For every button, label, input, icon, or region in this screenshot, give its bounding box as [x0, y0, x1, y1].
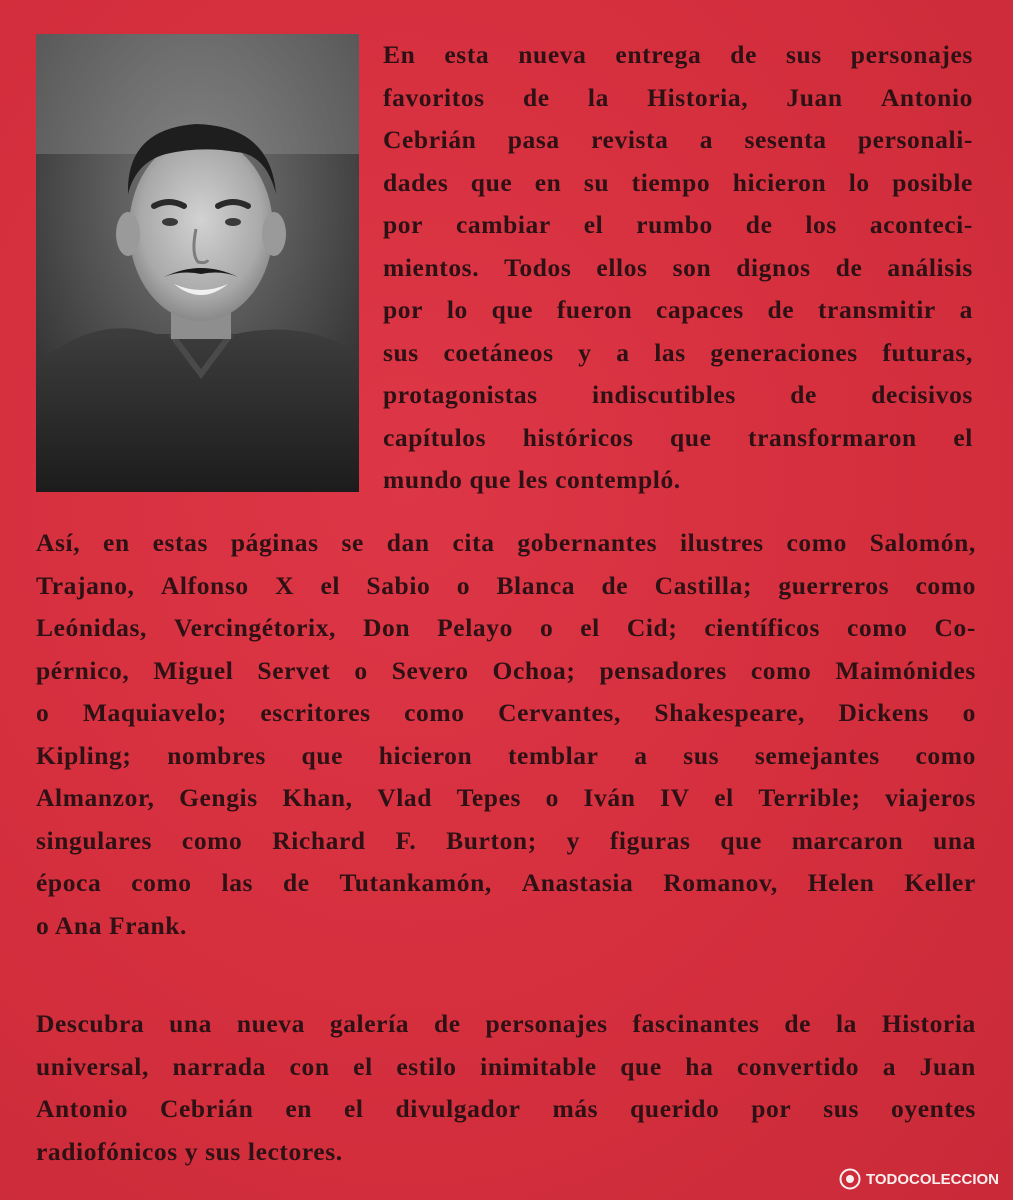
text-line: favoritos de la Historia, Juan Antonio	[383, 82, 973, 112]
text-line: Kipling; nombres que hicieron temblar a sus semejantes como	[36, 740, 976, 770]
text-line: Almanzor, Gengis Khan, Vlad Tepes o Iván IV el Terrible; viajeros	[36, 783, 976, 812]
text-line: época como las de Tutankamón, Anastasia Romanov, Helen Keller	[36, 868, 976, 897]
author-photo	[36, 34, 359, 492]
text-line: sus coetáneos y a las generaciones futuras,	[383, 337, 973, 367]
text-line: o Maquiavelo; escritores como Cervantes, Shakespeare, Dickens o	[36, 698, 976, 727]
text-line: Así, en estas páginas se dan cita gobernantes ilustres como Salomón,	[36, 528, 976, 557]
personalities-paragraph	[36, 522, 976, 947]
text-line: Descubra una nueva galería de personajes fascinantes de la Historia	[36, 1009, 976, 1038]
text-line: mientos. Todos ellos son dignos de análisis	[383, 252, 973, 282]
text-line: Leónidas, Vercingétorix, Don Pelayo o el Cid; científicos como Co-	[36, 613, 976, 642]
intro-paragraph	[383, 34, 973, 502]
text-line: singulares como Richard F. Burton; y figuras que marcaron una	[36, 825, 976, 855]
text-line: radiofónicos y sus lectores.	[36, 1136, 343, 1166]
text-line: protagonistas indiscutibles de decisivos	[383, 380, 973, 409]
text-line: por lo que fueron capaces de transmitir a	[383, 295, 973, 324]
text-line: o Ana Frank.	[36, 910, 188, 940]
text-line: Cebrián pasa revista a sesenta personali-	[383, 125, 973, 154]
text-line: Antonio Cebrián en el divulgador más querido por sus oyentes	[36, 1094, 976, 1123]
text-line: pérnico, Miguel Servet o Severo Ochoa; pensadores como Maimónides	[36, 655, 976, 685]
todocoleccion-logo-icon	[839, 1168, 861, 1190]
text-line: por cambiar el rumbo de los aconteci-	[383, 210, 973, 239]
text-line: universal, narrada con el estilo inimitable que ha convertido a Juan	[36, 1051, 976, 1081]
closing-paragraph	[36, 1003, 976, 1173]
text-line: capítulos históricos que transformaron el	[383, 422, 973, 452]
text-line: Trajano, Alfonso X el Sabio o Blanca de Castilla; guerreros como	[36, 570, 976, 600]
watermark-text: TODOCOLECCION	[865, 1170, 999, 1188]
text-line: En esta nueva entrega de sus personajes	[383, 40, 973, 69]
watermark	[839, 1168, 999, 1190]
text-line: dades que en su tiempo hicieron lo posible	[383, 167, 973, 197]
text-line: mundo que les contempló.	[383, 465, 681, 494]
